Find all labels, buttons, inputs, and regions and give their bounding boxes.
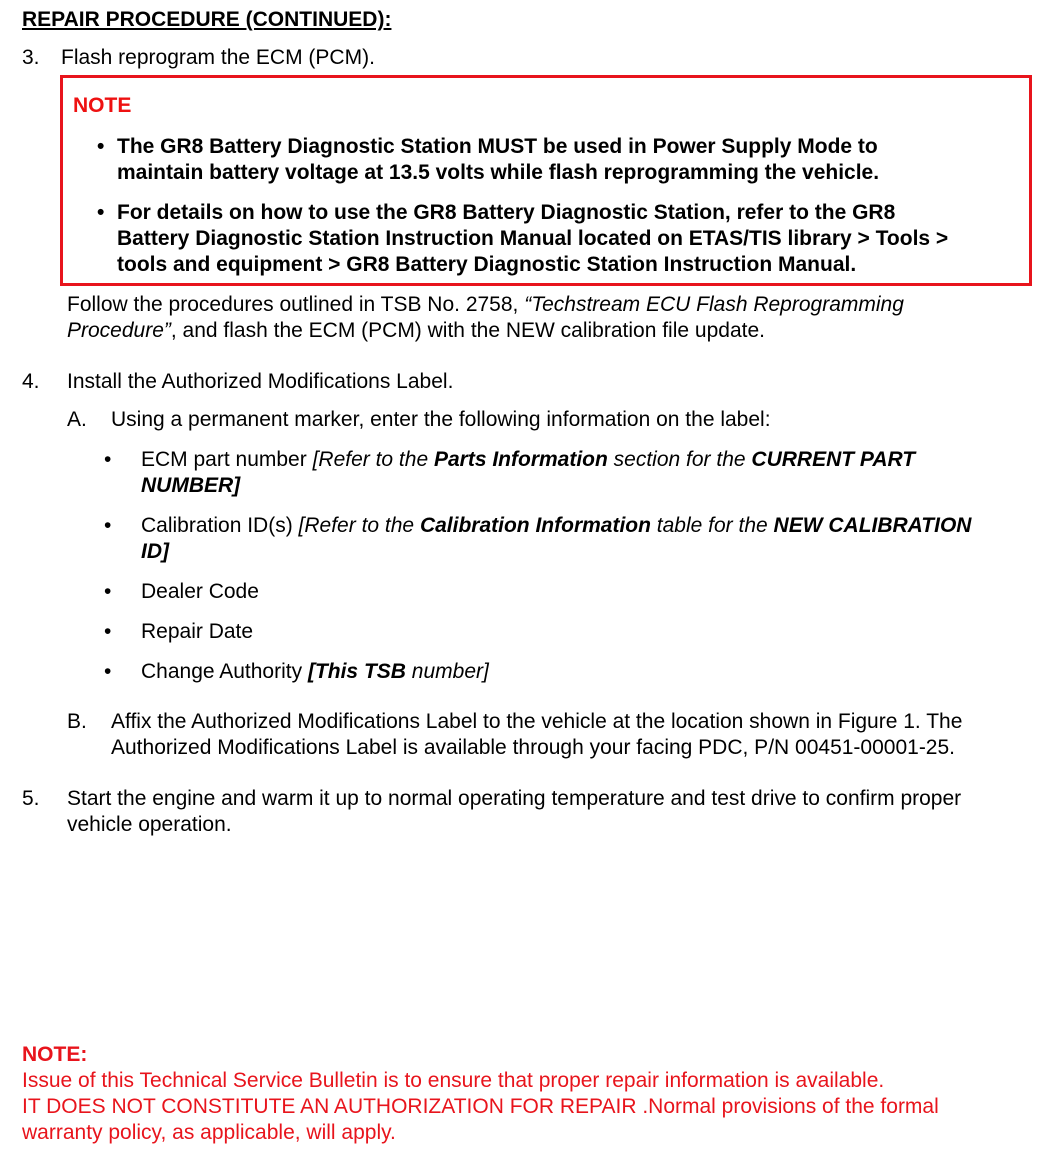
bullet-icon: • [97,201,105,224]
bullet-icon: • [104,514,112,537]
footer-note: NOTE: Issue of this Technical Service Bulletin is to ensure that proper repair information is available. IT DOES NOT CONSTITUTE AN AUTHORIZATION FOR REPAIR .Normal provisions of the formal warranty policy, as applicable, will apply. [22,1042,1042,1146]
bullet-icon: • [97,135,105,158]
step-4-number: 4. [22,370,40,393]
step-4a-letter: A. [67,408,87,431]
step-3-number: 3. [22,46,40,69]
step-5-number: 5. [22,787,40,810]
step-4a-text: Using a permanent marker, enter the following information on the label: [111,408,771,431]
footer-note-title: NOTE: [22,1043,88,1066]
step-4-title: Install the Authorized Modifications Label. [67,370,454,393]
label-item-repair-date: Repair Date [141,620,254,643]
step-5-text: Start the engine and warm it up to normal operating temperature and test drive to confirm proper vehicle operation. [67,787,962,836]
section-heading: REPAIR PROCEDURE (CONTINUED): [22,8,392,31]
bullet-icon: • [104,580,112,603]
label-item-change-authority: Change Authority [This TSB number] [141,660,489,683]
note-bullet-2: For details on how to use the GR8 Battery Diagnostic Station, refer to the GR8 Battery Diagnostic Station Instruction Manual located on ETAS/TIS library > Tools > tools and equipment > GR8 Battery Diagnostic Station Instruction Manual. [117,201,949,276]
bullet-icon: • [104,448,112,471]
bullet-icon: • [104,620,112,643]
note-bullet-1: The GR8 Battery Diagnostic Station MUST be used in Power Supply Mode to maintain battery voltage at 13.5 volts while flash reprogramming the vehicle. [117,135,880,184]
bullet-icon: • [104,660,112,683]
step-4b-letter: B. [67,710,87,733]
label-item-ecm-part-number: ECM part number [Refer to the Parts Information section for the CURRENT PART NUMBER] [141,448,916,497]
step-4b-text: Affix the Authorized Modifications Label to the vehicle at the location shown in Figure 1. The Authorized Modifications Label is available through your facing PDC, P/N 00451-00001-25. [111,710,963,759]
step-3-title: Flash reprogram the ECM (PCM). [61,46,375,69]
label-item-dealer-code: Dealer Code [141,580,259,603]
warning-note-box [60,75,1032,286]
step-3-follow-text: Follow the procedures outlined in TSB No. 2758, “Techstream ECU Flash Reprogramming Procedure”, and flash the ECM (PCM) with the NEW calibration file update. [67,293,904,342]
label-item-calibration-id: Calibration ID(s) [Refer to the Calibration Information table for the NEW CALIBRATION ID] [141,514,972,563]
note-title: NOTE [73,94,132,117]
